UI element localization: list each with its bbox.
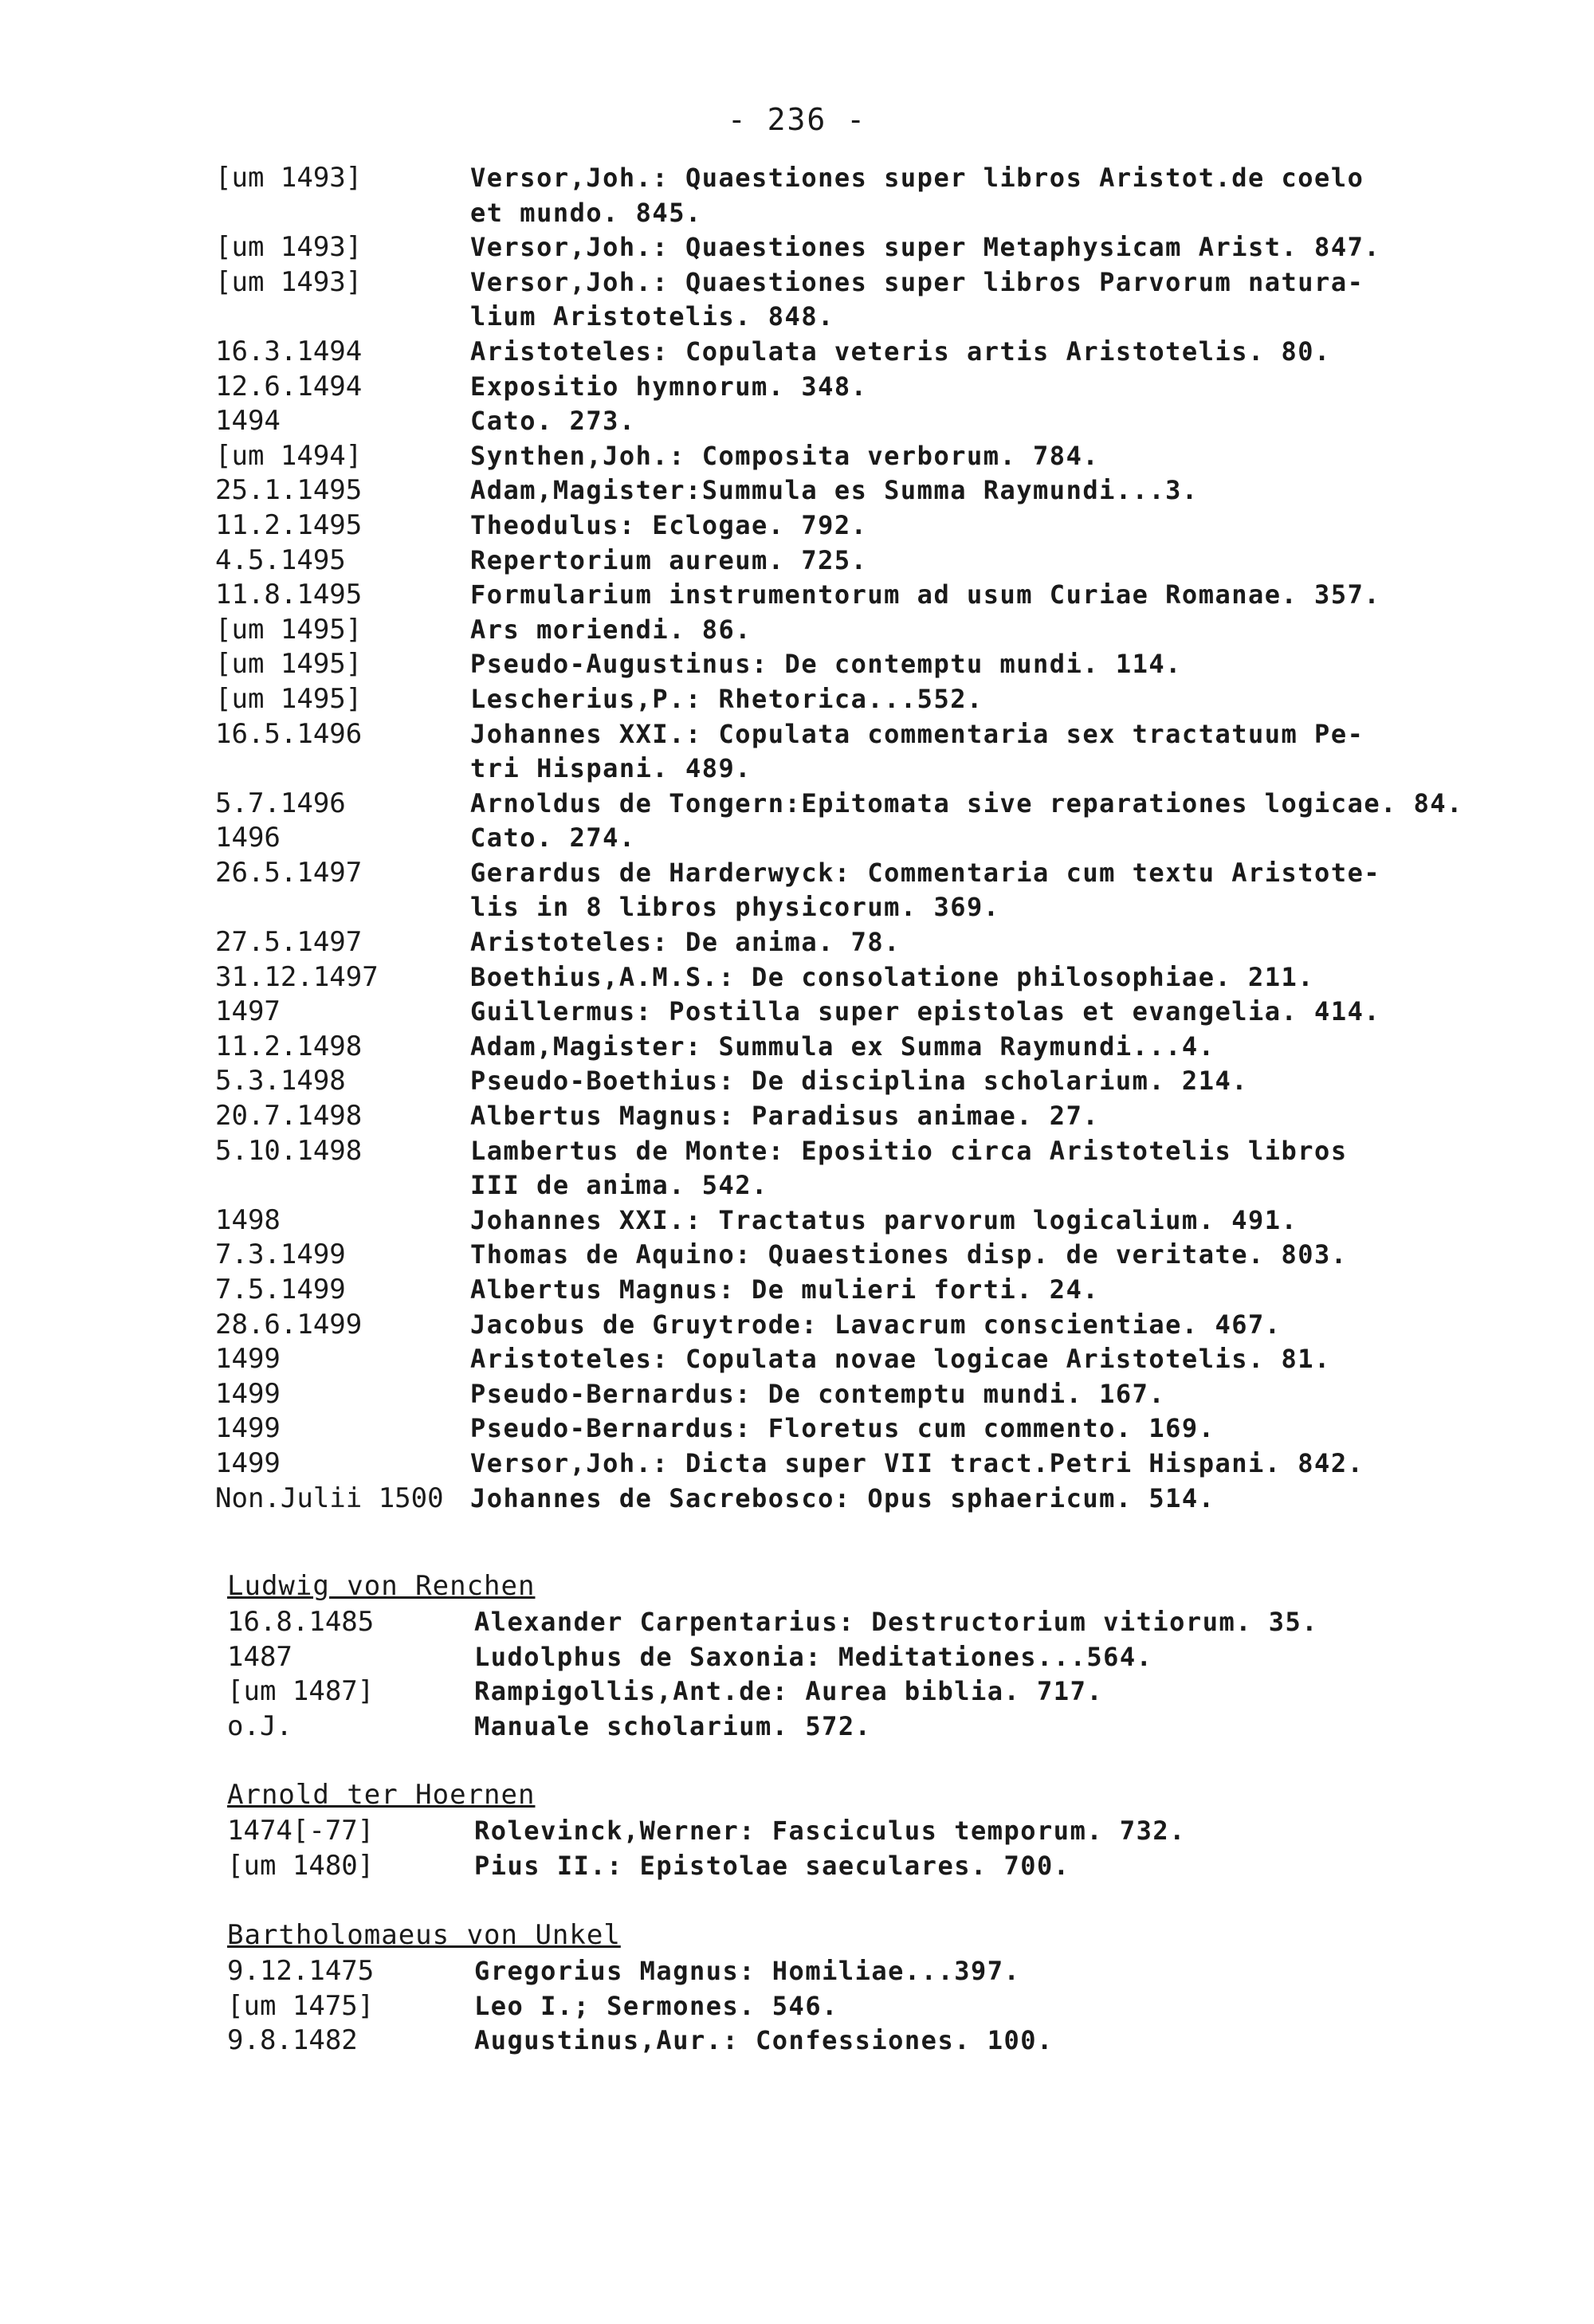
catalog-entry (215, 647, 1506, 682)
printer-name-heading: Ludwig von Renchen (227, 1570, 536, 1602)
entry-date: [um 1493] (215, 265, 363, 298)
entry-line: Versor,Joh.: Quaestiones super libros Aristot.de coelo (470, 163, 1364, 193)
entry-text (470, 1377, 1506, 1412)
entry-date: 25.1.1495 (215, 474, 363, 507)
entry-line: Adam,Magister: Summula ex Summa Raymundi...4. (470, 1030, 1215, 1062)
entry-text (470, 1447, 1506, 1482)
entry-date: 4.5.1495 (215, 544, 346, 576)
entry-text (470, 439, 1506, 474)
entry-line: Arnoldus de Tongern:Epitomata sive reparationes logicae. 84. (470, 787, 1463, 819)
entry-date: 1499 (215, 1343, 281, 1376)
catalog-entry (215, 1308, 1506, 1343)
entry-line: Adam,Magister:Summula es Summa Raymundi...3. (470, 475, 1199, 506)
entry-line: Cato. 274. (470, 822, 636, 854)
entry-line: Aristoteles: Copulata novae logicae Aristotelis. 81. (470, 1344, 1331, 1375)
entry-date: [um 1495] (215, 682, 363, 715)
entry-text (470, 1030, 1506, 1065)
catalog-entry (215, 613, 1506, 648)
entry-date: 20.7.1498 (215, 1100, 363, 1133)
entry-text (474, 1710, 1502, 1745)
entry-text (470, 995, 1506, 1030)
catalog-entry (215, 508, 1506, 544)
catalog-entry (215, 682, 1506, 717)
entry-date: 11.8.1495 (215, 579, 363, 611)
entry-text (470, 335, 1506, 370)
entry-text (470, 682, 1506, 717)
entry-date: 1499 (215, 1377, 281, 1410)
entry-line: Repertorium aureum. 725. (470, 544, 868, 575)
entry-text (474, 1849, 1502, 1884)
entry-date: 5.7.1496 (215, 787, 346, 819)
catalog-entry (215, 370, 1506, 405)
entry-line: Pseudo-Augustinus: De contemptu mundi. 114. (470, 649, 1182, 680)
entry-date: [um 1494] (215, 439, 363, 472)
entry-date: [um 1493] (215, 162, 363, 194)
catalog-entry (215, 1203, 1506, 1239)
entry-text (470, 821, 1506, 856)
entry-line: Pius II.: Epistolae saeculares. 700. (474, 1850, 1070, 1881)
entry-text (474, 1989, 1502, 2024)
catalog-entry (227, 1674, 1502, 1710)
entry-line: Aristoteles: De anima. 78. (470, 927, 901, 958)
entry-line: Johannes XXI.: Tractatus parvorum logicalium. 491. (470, 1204, 1298, 1235)
entry-date: 16.3.1494 (215, 335, 363, 367)
entry-line: Formularium instrumentorum ad usum Curiae Romanae. 357. (470, 579, 1381, 610)
entry-line: Gregorius Magnus: Homiliae...397. (474, 1956, 1021, 1986)
entry-date: 1487 (227, 1640, 292, 1673)
catalog-entry (215, 1342, 1506, 1377)
catalog-entry (215, 230, 1506, 265)
entry-text (470, 1064, 1506, 1099)
entry-line: Pseudo-Bernardus: Floretus cum commento. 169. (470, 1413, 1215, 1444)
catalog-entry (215, 161, 1506, 230)
entry-line: et mundo. 845. (470, 197, 702, 228)
catalog-entry (215, 995, 1506, 1030)
entry-line: Aristoteles: Copulata veteris artis Aristotelis. 80. (470, 336, 1331, 367)
catalog-entry (215, 1134, 1506, 1203)
entry-text (474, 1814, 1502, 1849)
catalog-entry (215, 1482, 1506, 1517)
entry-text (470, 856, 1506, 925)
catalog-entry (215, 439, 1506, 474)
entry-line: Ludolphus de Saxonia: Meditationes...564. (474, 1641, 1153, 1672)
entry-line: Lescherius,P.: Rhetorica...552. (470, 683, 983, 714)
catalog-entry (215, 821, 1506, 856)
entry-line: Lambertus de Monte: Epositio circa Aristotelis libros (470, 1135, 1348, 1166)
printer-section-renchen (227, 1570, 1502, 1744)
entry-line: Alexander Carpentarius: Destructorium vitiorum. 35. (474, 1607, 1319, 1637)
printer-name-heading: Arnold ter Hoernen (227, 1779, 536, 1811)
catalog-entry (215, 1377, 1506, 1412)
entry-line: Thomas de Aquino: Quaestiones disp. de veritate. 803. (470, 1239, 1348, 1270)
entry-text (470, 787, 1506, 822)
entry-text (470, 370, 1506, 405)
printer-section-hoernen (227, 1779, 1502, 1883)
catalog-entry (215, 856, 1506, 925)
entry-line: lium Aristotelis. 848. (470, 301, 834, 332)
catalog-entry (215, 473, 1506, 508)
entry-text (474, 1640, 1502, 1675)
catalog-entry (215, 265, 1506, 335)
entry-date: 16.8.1485 (227, 1606, 375, 1638)
catalog-entry (215, 925, 1506, 960)
entry-date: 7.3.1499 (215, 1239, 346, 1271)
catalog-entry (227, 1954, 1502, 1989)
entry-line: Guillermus: Postilla super epistolas et evangelia. 414. (470, 996, 1381, 1027)
entry-line: Cato. 273. (470, 406, 636, 437)
entry-date: 1499 (215, 1447, 281, 1479)
catalog-entry (227, 1640, 1502, 1675)
entry-text (470, 578, 1506, 613)
entry-line: Albertus Magnus: Paradisus animae. 27. (470, 1101, 1100, 1132)
catalog-entry (215, 787, 1506, 822)
entry-date: 9.12.1475 (227, 1955, 375, 1987)
catalog-entry (215, 1411, 1506, 1447)
catalog-entry (215, 1447, 1506, 1482)
entry-date: 7.5.1499 (215, 1274, 346, 1305)
catalog-entry-list (215, 161, 1506, 1516)
printer-name-heading: Bartholomaeus von Unkel (227, 1919, 621, 1951)
entry-date: 9.8.1482 (227, 2024, 358, 2057)
entry-line: III de anima. 542. (470, 1170, 768, 1201)
entry-text (474, 1954, 1502, 1989)
entry-text (474, 1605, 1502, 1640)
entry-date: 1494 (215, 405, 281, 438)
entry-text (470, 161, 1506, 230)
entry-text (470, 1342, 1506, 1377)
page-number: - 236 - (727, 102, 867, 137)
entry-date: 1497 (215, 995, 281, 1028)
entry-line: Pseudo-Bernardus: De contemptu mundi. 167. (470, 1378, 1166, 1409)
entry-line: Versor,Joh.: Quaestiones super Metaphysicam Arist. 847. (470, 232, 1381, 263)
catalog-entry (227, 1710, 1502, 1745)
entry-date: [um 1495] (215, 613, 363, 646)
entry-text (470, 960, 1506, 995)
entry-date: 5.10.1498 (215, 1134, 363, 1167)
entry-line: Ars moriendi. 86. (470, 614, 752, 645)
entry-text (470, 473, 1506, 508)
entry-date: 12.6.1494 (215, 370, 363, 402)
entry-date: 31.12.1497 (215, 960, 379, 993)
entry-date: 27.5.1497 (215, 926, 363, 959)
entry-line: Johannes de Sacrebosco: Opus sphaericum. 514. (470, 1482, 1215, 1513)
entry-text (470, 230, 1506, 265)
entry-text (474, 2024, 1502, 2059)
entry-date: 1496 (215, 822, 281, 854)
entry-line: Augustinus,Aur.: Confessiones. 100. (474, 2025, 1054, 2056)
entry-text (470, 1482, 1506, 1517)
catalog-entry (215, 544, 1506, 579)
entry-date: 5.3.1498 (215, 1065, 346, 1097)
catalog-entry (215, 578, 1506, 613)
entry-line: Johannes XXI.: Copulata commentaria sex tractatuum Pe- (470, 718, 1364, 749)
catalog-entry (215, 1238, 1506, 1273)
entry-text (470, 647, 1506, 682)
entry-line: Manuale scholarium. 572. (474, 1710, 872, 1741)
entry-line: Leo I.; Sermones. 546. (474, 1990, 838, 2021)
entry-text (470, 1203, 1506, 1239)
entry-date: 1474[-77] (227, 1815, 375, 1847)
entry-text (470, 265, 1506, 335)
entry-date: [um 1475] (227, 1989, 375, 2022)
entry-date: 11.2.1495 (215, 508, 363, 541)
entry-text (470, 1411, 1506, 1447)
catalog-entry (215, 404, 1506, 439)
entry-date: 1498 (215, 1203, 281, 1236)
entry-text (470, 1099, 1506, 1134)
catalog-entry (227, 1989, 1502, 2024)
entry-date: [um 1480] (227, 1849, 375, 1882)
entry-text (470, 508, 1506, 544)
catalog-entry (227, 1849, 1502, 1884)
entry-date: 26.5.1497 (215, 856, 363, 889)
entry-text (470, 1308, 1506, 1343)
entry-text (470, 544, 1506, 579)
entry-line: Gerardus de Harderwyck: Commentaria cum textu Aristote- (470, 857, 1381, 888)
entry-text (470, 925, 1506, 960)
catalog-entry (227, 1814, 1502, 1849)
entry-line: lis in 8 libros physicorum. 369. (470, 892, 1000, 923)
entry-date: [um 1493] (215, 231, 363, 264)
catalog-entry (215, 717, 1506, 787)
entry-date: Non.Julii 1500 (215, 1482, 444, 1514)
entry-line: Rolevinck,Werner: Fasciculus temporum. 732. (474, 1816, 1186, 1846)
entry-date: 16.5.1496 (215, 717, 363, 750)
entry-text (470, 1134, 1506, 1203)
entry-line: Boethius,A.M.S.: De consolatione philosophiae. 211. (470, 961, 1315, 992)
entry-date: 28.6.1499 (215, 1308, 363, 1341)
entry-line: Synthen,Joh.: Composita verborum. 784. (470, 440, 1100, 471)
entry-date: [um 1487] (227, 1675, 375, 1708)
entry-text (470, 613, 1506, 648)
entry-date: o.J. (227, 1710, 292, 1742)
entry-line: Theodulus: Eclogae. 792. (470, 509, 868, 540)
catalog-entry (227, 1605, 1502, 1640)
entry-text (470, 404, 1506, 439)
entry-line: tri Hispani. 489. (470, 753, 752, 784)
catalog-entry (215, 960, 1506, 995)
entry-date: [um 1495] (215, 648, 363, 681)
catalog-entry (215, 335, 1506, 370)
catalog-entry (227, 2024, 1502, 2059)
entry-text (470, 1273, 1506, 1308)
entry-line: Versor,Joh.: Dicta super VII tract.Petri Hispani. 842. (470, 1447, 1364, 1478)
entry-line: Albertus Magnus: De mulieri forti. 24. (470, 1274, 1100, 1305)
entry-text (470, 1238, 1506, 1273)
entry-line: Versor,Joh.: Quaestiones super libros Parvorum natura- (470, 266, 1364, 297)
entry-line: Jacobus de Gruytrode: Lavacrum conscientiae. 467. (470, 1309, 1282, 1340)
entry-date: 1499 (215, 1412, 281, 1445)
printer-section-unkel (227, 1919, 1502, 2059)
entry-text (470, 717, 1506, 787)
entry-line: Pseudo-Boethius: De disciplina scholarium. 214. (470, 1066, 1248, 1097)
catalog-entry (215, 1273, 1506, 1308)
entry-line: Expositio hymnorum. 348. (470, 371, 868, 402)
entry-line: Rampigollis,Ant.de: Aurea biblia. 717. (474, 1676, 1104, 1707)
entry-date: 11.2.1498 (215, 1030, 363, 1062)
catalog-entry (215, 1064, 1506, 1099)
catalog-entry (215, 1099, 1506, 1134)
entry-text (474, 1674, 1502, 1710)
catalog-entry (215, 1030, 1506, 1065)
